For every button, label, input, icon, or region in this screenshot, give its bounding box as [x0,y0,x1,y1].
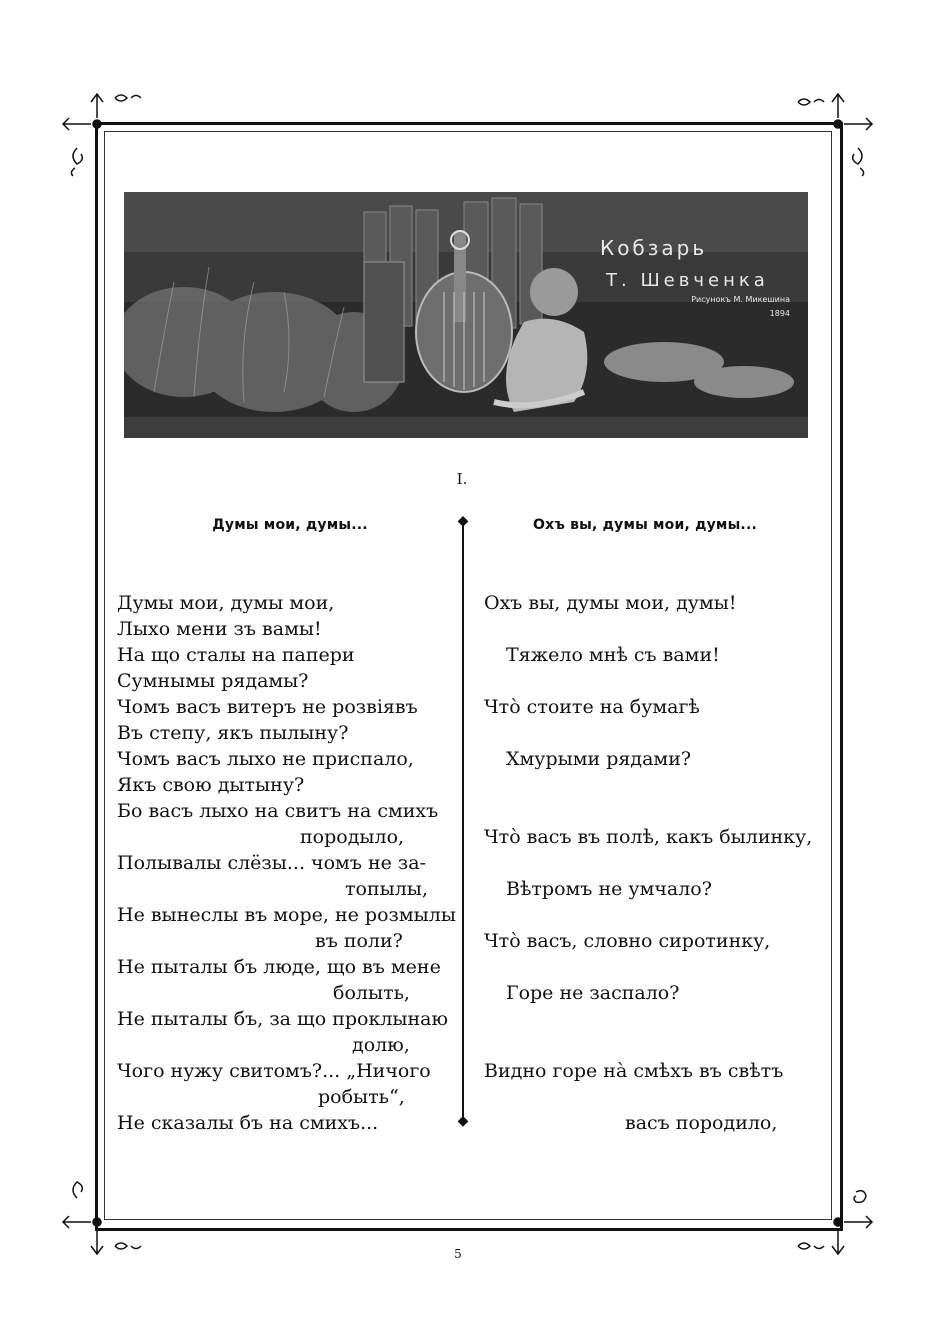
poem-line: Не пыталы бъ, за що проклынаю [117,1008,449,1030]
poem-line: Видно горе на̀ смѣхъ въ свѣтъ [484,1060,784,1082]
poem-line: Вѣтромъ не умчало? [506,878,712,900]
illustration-signature [600,236,790,346]
signature-artist: Рисунокъ М. Микешина [691,295,790,304]
poem-line: Не пыталы бъ люде, що въ мене [117,956,441,978]
poem-line: Чого нужу свитомъ?... „Ничого [117,1060,431,1082]
right-poem-heading: Охъ вы, думы мои, думы... [532,517,757,533]
divider-diamond-top: ◆ [457,513,469,529]
poem-line: Тяжело мнѣ съ вами! [506,644,720,666]
poem-line: Чомъ васъ лыхо не приспало, [117,748,414,770]
poem-line: Лыхо мени зъ вамы! [117,618,322,640]
poem-line: Сумнымы рядамы? [117,670,309,692]
poem-line-continuation: васъ породило, [625,1112,778,1134]
poem-line: Что̀ стоите на бумагѣ [484,696,700,718]
poem-line-continuation: топылы, [345,878,428,900]
poem-line: Не сказалы бъ на смихъ... [117,1112,379,1134]
poem-line: Якъ свою дытыну? [117,774,305,796]
poem-line: Бо васъ лыхо на свитъ на смихъ [117,800,439,822]
poem-line: Что̀ васъ въ полѣ, какъ былинку, [484,826,813,848]
poem-line: Горе не заспало? [506,982,680,1004]
poem-line-continuation: породыло, [300,826,405,848]
poem-line: Полывалы слёзы... чомъ не за- [117,852,427,874]
poem-line-continuation: робыть“, [318,1086,405,1108]
page-number: 5 [454,1247,462,1261]
column-divider [462,520,464,1122]
divider-diamond-bottom: ◆ [457,1113,469,1129]
poem-line: Не вынеслы въ море, не розмылы [117,904,456,926]
signature-year: 1894 [769,309,790,318]
left-poem-heading: Думы мои, думы... [212,517,368,533]
section-numeral: I. [456,470,468,488]
corner-ornament-top-left [55,88,145,178]
poem-line-continuation: долю, [352,1034,410,1056]
poem-line: Хмурыми рядами? [506,748,692,770]
poem-line: Чомъ васъ витеръ не розвіявъ [117,696,418,718]
corner-ornament-bottom-right [790,1172,880,1262]
poem-line: Въ степу, якъ пылыну? [117,722,349,744]
signature-title: Кобзарь [600,236,708,260]
poem-line: На що сталы на папери [117,644,355,666]
signature-author: Т. Шевченка [606,270,769,291]
poem-line: Думы мои, думы мои, [117,592,335,614]
poem-line-continuation: болыть, [333,982,410,1004]
poem-line: Что̀ васъ, словно сиротинку, [484,930,771,952]
corner-ornament-top-right [790,88,880,178]
poem-line-continuation: въ поли? [315,930,403,952]
poem-line: Охъ вы, думы мои, думы! [484,592,737,614]
corner-ornament-bottom-left [55,1172,145,1262]
